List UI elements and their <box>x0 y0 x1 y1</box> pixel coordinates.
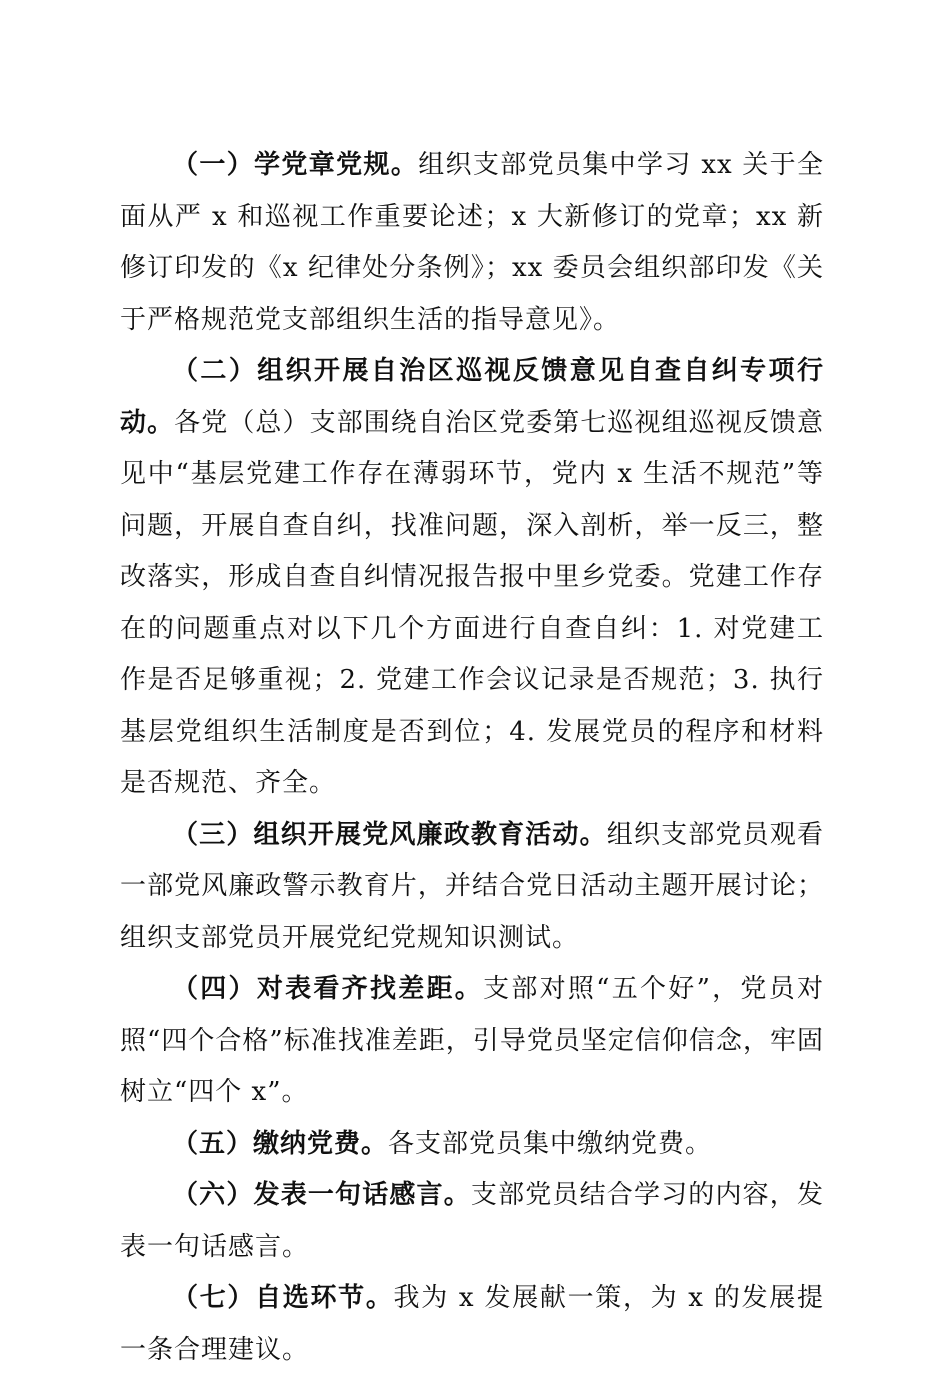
paragraph-body: 各党（总）支部围绕自治区党委第七巡视组巡视反馈意见中“基层党建工作存在薄弱环节，党内 x 生活不规范”等问题，开展自查自纠，找准问题，深入剖析，举一反三，整改落实，形成自查自纠情况报告报中里乡党委。党建工作存在的问题重点对以下几个方面进行自查自纠：1. 对党建工作是否足够重视；2. 党建工作会议记录是否规范；3. 执行基层党组织生活制度是否到位；4. 发展党员的程序和材料是否规范、齐全。 <box>120 407 824 798</box>
document-page <box>120 140 824 1376</box>
paragraph-body: 组织支部党员集中学习 xx 关于全面从严 x 和巡视工作重要论述；x 大新修订的党章；xx 新修订印发的《x 纪律处分条例》；xx 委员会组织部印发《关于严格规范党支部组织生活的指导意见》。 <box>120 150 824 335</box>
paragraph-body: 我为 x 发展献一策，为 x 的发展提一条合理建议。 <box>120 1283 824 1365</box>
paragraph-body: 支部党员结合学习的内容，发表一句话感言。 <box>120 1180 824 1262</box>
paragraph-body: 支部对照“五个好”，党员对照“四个合格”标准找准差距，引导党员坚定信仰信念，牢固树立“四个 x”。 <box>120 974 824 1107</box>
paragraph-heading: （六）发表一句话感言。 <box>172 1180 471 1210</box>
paragraph-heading: （四）对表看齐找差距。 <box>172 974 484 1004</box>
paragraph-study-party-rules <box>120 140 824 346</box>
paragraph-body: 各支部党员集中缴纳党费。 <box>388 1128 713 1159</box>
paragraph-heading: （七）自选环节。 <box>172 1283 394 1313</box>
paragraph-one-sentence <box>120 1170 824 1273</box>
paragraph-party-dues <box>120 1119 824 1171</box>
paragraph-self-inspection <box>120 346 824 810</box>
paragraph-integrity-education <box>120 810 824 965</box>
paragraph-heading: （三）组织开展党风廉政教育活动。 <box>172 819 607 850</box>
paragraph-heading: （一）学党章党规。 <box>172 150 419 180</box>
paragraph-optional-segment <box>120 1273 824 1376</box>
paragraph-body: 组织支部党员观看一部党风廉政警示教育片，并结合党日活动主题开展讨论；组织支部党员开展党纪党规知识测试。 <box>120 819 824 953</box>
paragraph-heading: （二）组织开展自治区巡视反馈意见自查自纠专项行动。 <box>120 356 824 438</box>
paragraph-find-gaps <box>120 964 824 1119</box>
paragraph-heading: （五）缴纳党费。 <box>172 1128 389 1159</box>
